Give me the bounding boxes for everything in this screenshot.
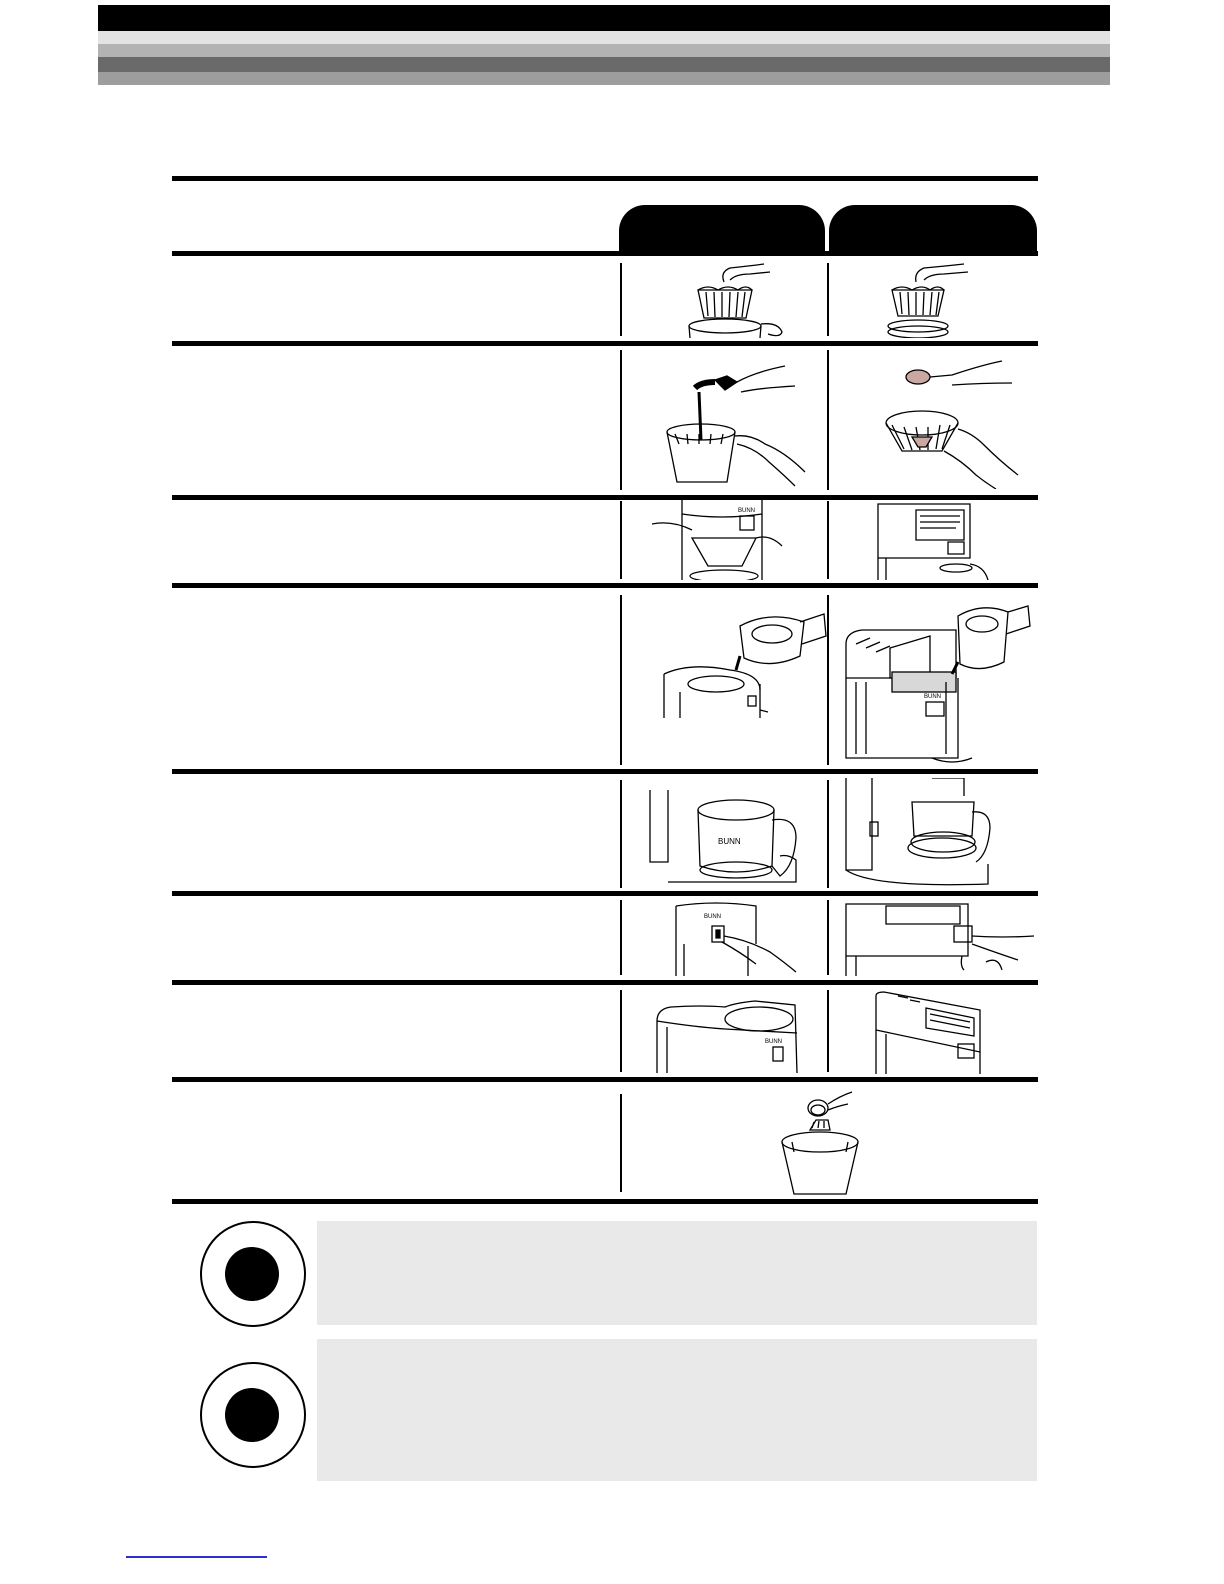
column-divider xyxy=(827,501,829,579)
column-divider xyxy=(620,990,622,1072)
header-band-gray xyxy=(98,72,1110,85)
svg-text:BUNN: BUNN xyxy=(924,694,942,700)
carafe-on-warmer-icon xyxy=(640,786,800,886)
pressing-brew-switch-alt-icon xyxy=(842,900,1038,976)
sliding-funnel-into-brewer-icon xyxy=(652,500,792,580)
table-top-rule xyxy=(172,176,1038,181)
column-header-tab xyxy=(829,205,1037,253)
svg-text:BUNN: BUNN xyxy=(765,1039,783,1045)
sliding-funnel-into-brewer-alt-icon xyxy=(860,500,1010,580)
header-band-dark xyxy=(98,57,1110,72)
scooping-coffee-into-filter-icon xyxy=(872,355,1022,489)
brewer-top-view-icon xyxy=(870,990,1000,1074)
note-box xyxy=(317,1339,1037,1481)
column-divider xyxy=(827,350,829,490)
row-rule xyxy=(172,769,1038,774)
column-divider xyxy=(620,350,622,490)
table-bottom-rule xyxy=(172,1199,1038,1204)
column-divider xyxy=(620,263,622,336)
svg-text:BUNN: BUNN xyxy=(738,508,756,514)
row-rule xyxy=(172,1077,1038,1082)
column-divider xyxy=(620,595,622,765)
hand-placing-filter-funnel-icon xyxy=(880,262,990,338)
note-box xyxy=(317,1221,1037,1325)
pouring-water-from-carafe-icon xyxy=(660,600,828,720)
column-divider xyxy=(620,1094,622,1192)
carafe-on-warmer-alt-icon xyxy=(842,778,994,888)
column-divider xyxy=(620,900,622,975)
header-band-mid xyxy=(98,44,1110,57)
row-rule xyxy=(172,980,1038,985)
column-divider xyxy=(620,501,622,579)
column-header-tab xyxy=(619,205,825,253)
row-rule xyxy=(172,891,1038,896)
row-rule xyxy=(172,583,1038,588)
svg-text:BUNN: BUNN xyxy=(718,837,741,846)
discarding-filter-into-bin-icon xyxy=(772,1090,868,1198)
column-divider xyxy=(827,263,829,336)
header-band-black xyxy=(98,5,1110,31)
svg-text:BUNN: BUNN xyxy=(704,914,722,920)
caution-icon xyxy=(199,1361,307,1474)
pouring-water-into-reservoir-icon xyxy=(842,598,1034,766)
header-band-light xyxy=(98,31,1110,44)
column-divider xyxy=(827,900,829,975)
column-divider xyxy=(827,780,829,888)
column-divider xyxy=(827,990,829,1072)
pouring-coffee-into-funnel-icon xyxy=(655,352,815,488)
column-divider xyxy=(620,780,622,888)
hand-placing-filter-brewer-icon xyxy=(660,262,790,338)
row-rule xyxy=(172,341,1038,346)
pressing-brew-switch-icon xyxy=(660,900,800,976)
caution-icon xyxy=(199,1220,307,1333)
footer-link[interactable] xyxy=(126,1556,267,1558)
header-band xyxy=(98,5,1110,85)
brewer-lid-closed-icon xyxy=(655,993,805,1073)
